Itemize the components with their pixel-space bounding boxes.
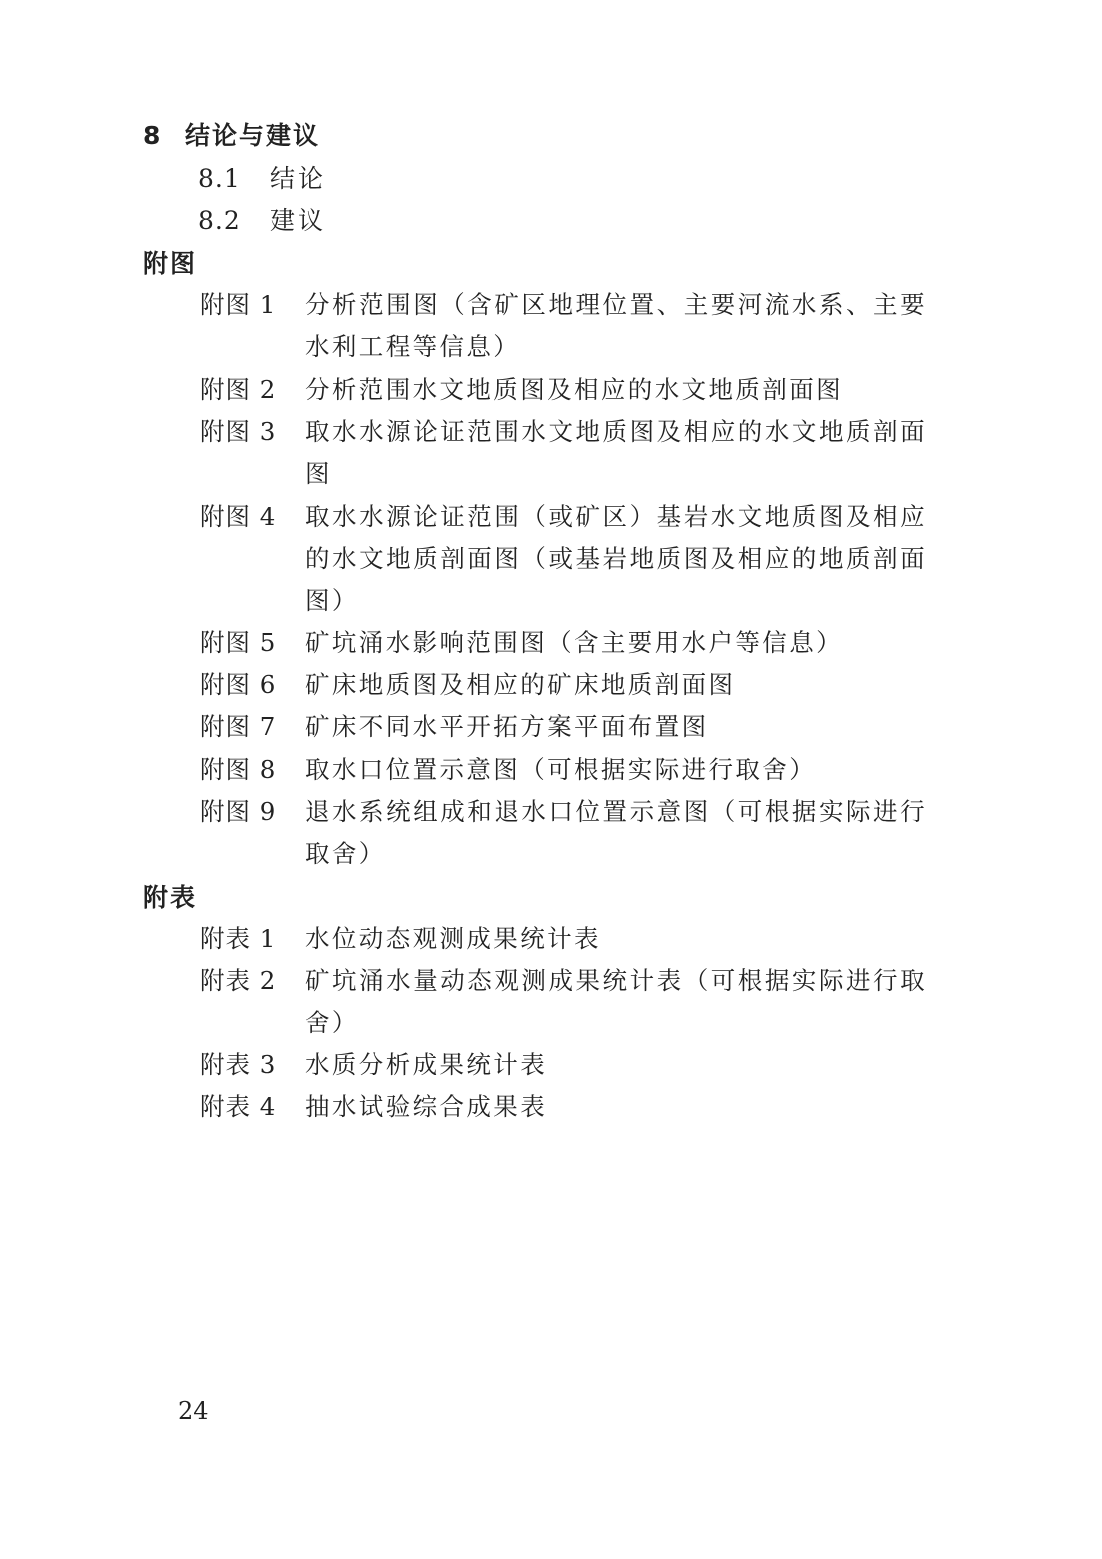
figure-label: 附图 9 xyxy=(200,797,277,826)
chapter-number: 8 xyxy=(143,121,163,150)
figure-description: 取水水源论证范围（或矿区）基岩水文地质图及相应的水文地质剖面图（或基岩地质图及相应的地质剖面图） xyxy=(305,502,927,615)
table-description: 矿坑涌水量动态观测成果统计表（可根据实际进行取舍） xyxy=(305,966,927,1037)
table-entry-2 xyxy=(200,960,940,1044)
figure-description: 矿坑涌水影响范围图（含主要用水户等信息） xyxy=(305,628,843,657)
table-entry-3 xyxy=(200,1044,940,1086)
table-label: 附表 4 xyxy=(200,1092,277,1121)
figure-description: 矿床地质图及相应的矿床地质剖面图 xyxy=(305,670,736,699)
table-label: 附表 2 xyxy=(200,966,277,995)
figure-label: 附图 6 xyxy=(200,670,277,699)
table-label: 附表 3 xyxy=(200,1050,277,1079)
page-number: 24 xyxy=(178,1397,209,1425)
section-title: 结论 xyxy=(270,164,327,193)
tables-heading: 附表 xyxy=(143,883,198,912)
figure-label: 附图 3 xyxy=(200,417,277,446)
figure-entry-7 xyxy=(200,706,940,748)
table-description: 水位动态观测成果统计表 xyxy=(305,924,601,953)
figure-entry-9 xyxy=(200,791,940,875)
figure-label: 附图 2 xyxy=(200,375,277,404)
section-number: 8.1 xyxy=(198,164,241,193)
chapter-title: 结论与建议 xyxy=(185,121,321,150)
figure-description: 分析范围水文地质图及相应的水文地质剖面图 xyxy=(305,375,843,404)
table-description: 抽水试验综合成果表 xyxy=(305,1092,548,1121)
figure-entry-2 xyxy=(200,369,940,411)
table-entry-1 xyxy=(200,918,940,960)
section-number: 8.2 xyxy=(198,206,241,235)
section-8-2 xyxy=(198,205,326,237)
figure-description: 取水口位置示意图（可根据实际进行取舍） xyxy=(305,755,817,784)
figure-entry-8 xyxy=(200,749,940,791)
figure-label: 附图 5 xyxy=(200,628,277,657)
figures-heading: 附图 xyxy=(143,249,198,278)
table-label: 附表 1 xyxy=(200,924,277,953)
figure-entry-5 xyxy=(200,622,940,664)
figure-description: 矿床不同水平开拓方案平面布置图 xyxy=(305,712,709,741)
chapter-heading xyxy=(143,120,320,152)
section-8-1 xyxy=(198,163,326,195)
section-title: 建议 xyxy=(270,206,327,235)
figure-entry-3 xyxy=(200,411,940,495)
figure-description: 退水系统组成和退水口位置示意图（可根据实际进行取舍） xyxy=(305,797,927,868)
figure-label: 附图 1 xyxy=(200,290,277,319)
figure-label: 附图 7 xyxy=(200,712,277,741)
figure-description: 分析范围图（含矿区地理位置、主要河流水系、主要水利工程等信息） xyxy=(305,290,927,361)
figure-label: 附图 8 xyxy=(200,755,277,784)
table-entry-4 xyxy=(200,1086,940,1128)
figure-entry-4 xyxy=(200,496,940,622)
figure-entry-6 xyxy=(200,664,940,706)
figure-entry-1 xyxy=(200,284,940,368)
table-description: 水质分析成果统计表 xyxy=(305,1050,548,1079)
figure-description: 取水水源论证范围水文地质图及相应的水文地质剖面图 xyxy=(305,417,927,488)
figure-label: 附图 4 xyxy=(200,502,277,531)
